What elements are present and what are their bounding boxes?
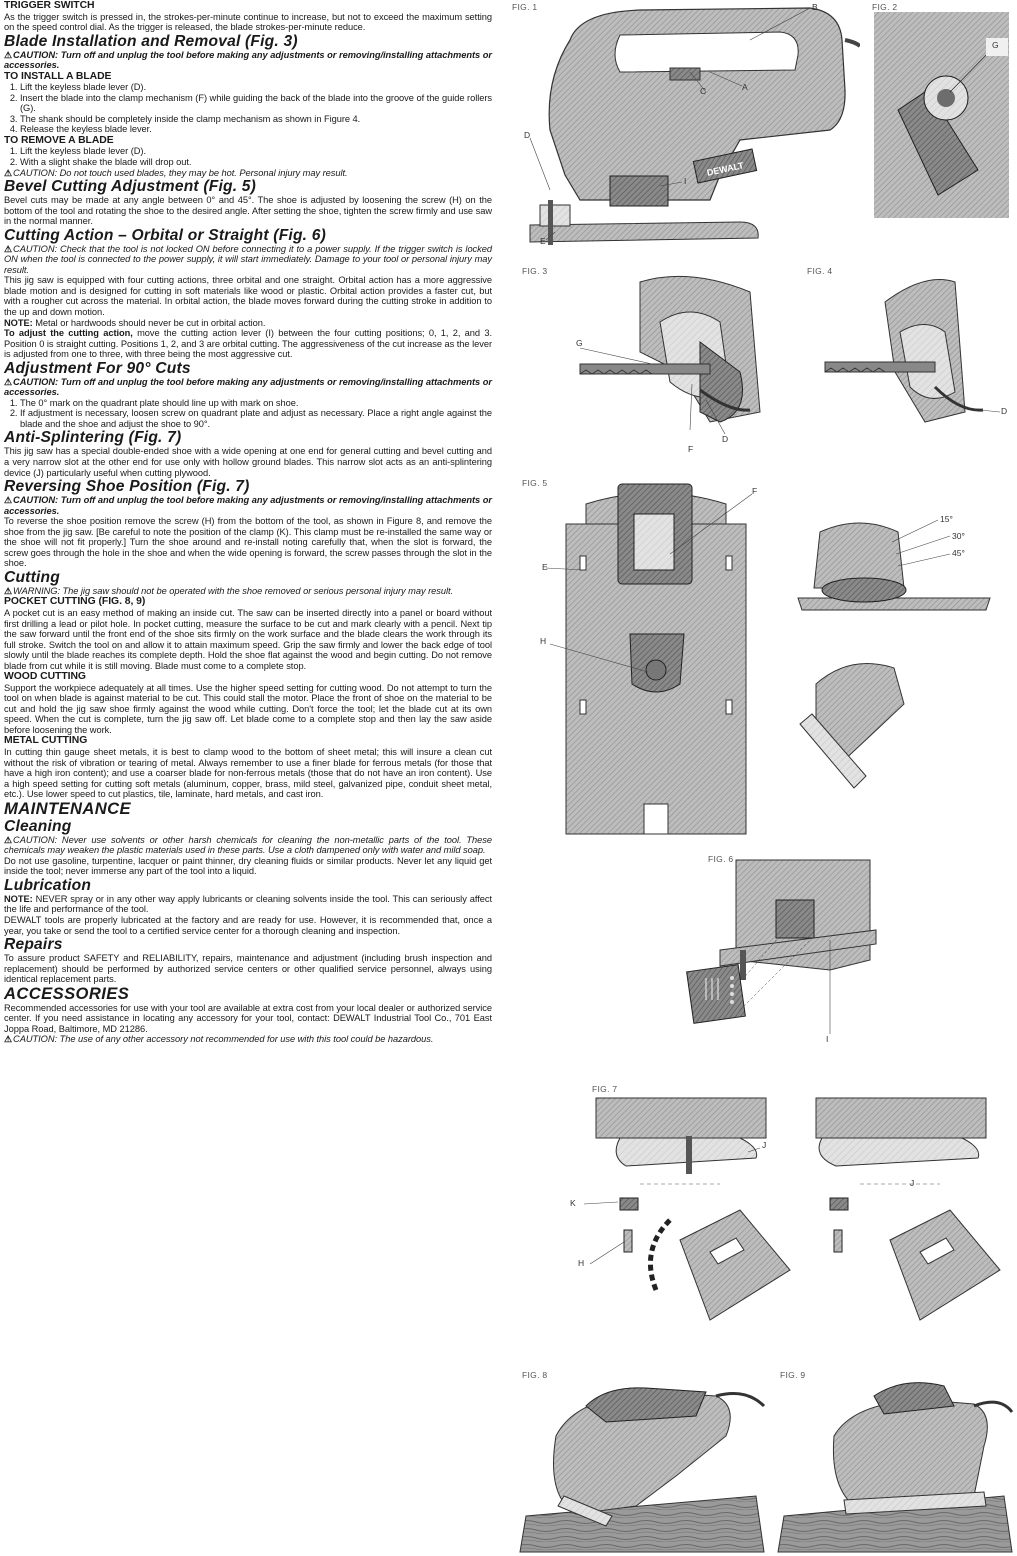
pocket-cutting-heading: POCKET CUTTING (FIG. 8, 9) — [4, 596, 146, 608]
guide-roller-illustration — [868, 0, 1013, 220]
callout: D — [524, 130, 531, 140]
lubrication-body: DEWALT tools are properly lubricated at the factory and are ready for use. However, it is recommended that, once a year, you take or send the tool to a certified service center for a thorough cleaning and inspection. — [4, 915, 492, 936]
figure-9 — [774, 1366, 1014, 1556]
callout: H — [540, 636, 547, 646]
figure-label: FIG. 7 — [592, 1084, 618, 1094]
warning-triangle-icon: ⚠ — [4, 243, 13, 254]
accessories-heading: ACCESSORIES — [4, 983, 130, 1003]
callout: B — [812, 2, 818, 12]
pocket-cutting-body: A pocket cut is an easy method of making an inside cut. The saw can be inserted directly into a panel or board without first drilling a lead or pilot hole. In pocket cutting, measure the surface to be cut and mark clearly with a pencil. Next tip the saw forward until the front end of the shoe sits firmly on the work surface and the blade clears the work through its full stroke. Switch the tool on and allow it to attain maximum speed. Grip the saw firmly and lower the back edge of tool slowly until the blade reaches its complete depth. Hold the shoe flat against the wood and begin cutting. Do not remove blade from cut while it is still moving. Blade must come to a complete stop. — [4, 607, 492, 671]
adjust-90-steps — [4, 398, 492, 430]
cutting-action-lever-illustration — [680, 850, 880, 1050]
callout: G — [992, 40, 999, 50]
remove-blade-steps — [4, 146, 492, 167]
blade-installation-illustration — [520, 262, 780, 462]
warning-triangle-icon: ⚠ — [4, 834, 13, 845]
callout: G — [576, 338, 583, 348]
callout: H — [578, 1258, 585, 1268]
figure-2 — [868, 0, 1013, 220]
figure-8 — [516, 1366, 766, 1556]
figure-4 — [805, 262, 1015, 462]
metal-cutting-heading: METAL CUTTING — [4, 735, 88, 747]
figure-label: FIG. 4 — [807, 266, 833, 276]
trigger-switch-heading: TRIGGER SWITCH — [4, 0, 95, 11]
pocket-cutting-plunge-illustration — [774, 1366, 1014, 1556]
remove-blade-caution: ⚠CAUTION: Do not touch used blades, they may be hot. Personal injury may result. — [4, 167, 348, 178]
install-blade-steps — [4, 82, 492, 135]
anti-splintering-heading: Anti-Splintering (Fig. 7) — [4, 429, 182, 447]
list-item: 1. Lift the keyless blade lever (D). — [20, 146, 492, 157]
maintenance-heading: MAINTENANCE — [4, 798, 132, 818]
warning-triangle-icon: ⚠ — [4, 167, 13, 178]
callout: F — [752, 486, 758, 496]
callout: D — [1001, 406, 1008, 416]
list-item: 2. Insert the blade into the clamp mechanism (F) while guiding the back of the blade into the groove of the guide rollers (G). — [20, 93, 492, 114]
figure-label: FIG. 8 — [522, 1370, 548, 1380]
figure-7 — [560, 1080, 1015, 1360]
cutting-action-body: This jig saw is equipped with four cutting actions, three orbital and one straight. Orbital action has a more aggressive blade motion and is designed for cutting in soft materials like wood or plastic. Orbital action provides a faster cut, but with a rougher cut across the material. In orbital action, the blade moves forward during the cutting stroke in addition to the up and down motion. — [4, 275, 492, 317]
cutting-action-caution: ⚠CAUTION: Check that the tool is not locked ON before connecting it to a power supply. If the trigger switch is locked ON when the tool is connected to the power supply, it will start immediately. Damage to your tool or personal injury may result. — [4, 243, 492, 275]
reversing-shoe-heading: Reversing Shoe Position (Fig. 7) — [4, 478, 250, 496]
bevel-shoe-illustration — [520, 474, 1015, 844]
cutting-action-heading: Cutting Action – Orbital or Straight (Fig. 6) — [4, 226, 327, 244]
figure-label: FIG. 5 — [522, 478, 548, 488]
blade-clamp-illustration — [805, 262, 1015, 462]
figure-6 — [680, 850, 880, 1050]
lubrication-note: NOTE: NEVER spray or in any other way apply lubricants or cleaning solvents inside the tool. This can seriously affect the life and performance of the tool. — [4, 893, 492, 915]
accessories-caution: ⚠CAUTION: The use of any other accessory not recommended for use with this tool could be hazardous. — [4, 1034, 434, 1045]
angle-label: 15° — [940, 514, 953, 524]
bevel-body: Bevel cuts may be made at any angle between 0° and 45°. The shoe is adjusted by loosening the screw (H) on the bottom of the tool and rotating the shoe to the desired angle. After setting the shoe, tighten the screw firmly and use saw in the normal manner. — [4, 195, 492, 227]
reversing-shoe-illustration — [560, 1080, 1015, 1360]
adjust-90-caution: ⚠CAUTION: Turn off and unplug the tool before making any adjustments or removing/installing attachments or accessories. — [4, 376, 492, 398]
figure-label: FIG. 6 — [708, 854, 734, 864]
pocket-cutting-start-illustration — [516, 1366, 766, 1556]
figure-label: FIG. 1 — [512, 2, 538, 12]
list-item: 3. The shank should be completely inside the clamp mechanism as shown in Figure 4. — [20, 114, 492, 125]
adjust-90-heading: Adjustment For 90° Cuts — [4, 359, 191, 377]
list-item: 2. With a slight shake the blade will drop out. — [20, 157, 492, 168]
brand-logo: DEWALT — [705, 160, 745, 178]
figure-label: FIG. 2 — [872, 2, 898, 12]
text-column — [4, 0, 492, 1045]
install-blade-heading: TO INSTALL A BLADE — [4, 70, 112, 82]
warning-triangle-icon: ⚠ — [4, 1034, 13, 1045]
bevel-heading: Bevel Cutting Adjustment (Fig. 5) — [4, 178, 257, 196]
list-item: 2. If adjustment is necessary, loosen screw on quadrant plate and adjust as necessary. Place a right angle against the blade and the shoe and adjust the shoe to 90°. — [20, 408, 492, 429]
list-item: 4. Release the keyless blade lever. — [20, 124, 492, 135]
cutting-action-adjust: To adjust the cutting action, move the cutting action lever (I) between the four cutting positions; 0, 1, 2, and 3. Position 0 is straight cutting. Positions 1, 2, and 3 are orbital cutting. The aggressiveness of the cut increase as the lever is adjusted from one to three, with three being the most aggressive cut. — [4, 328, 492, 360]
figure-1 — [510, 0, 860, 258]
callout: E — [540, 236, 546, 246]
wood-cutting-heading: WOOD CUTTING — [4, 671, 86, 683]
callout: J — [910, 1178, 915, 1188]
warning-triangle-icon: ⚠ — [4, 376, 13, 387]
callout: I — [684, 176, 687, 186]
callout: K — [570, 1198, 576, 1208]
figure-5 — [520, 474, 1015, 844]
angle-label: 45° — [952, 548, 965, 558]
callout: J — [762, 1140, 767, 1150]
cleaning-heading: Cleaning — [4, 817, 72, 835]
blade-caution: ⚠CAUTION: Turn off and unplug the tool before making any adjustments or removing/installing attachments or accessories. — [4, 49, 492, 71]
callout: D — [722, 434, 729, 444]
trigger-switch-body: As the trigger switch is pressed in, the strokes-per-minute continue to increase, but not to exceed the maximum setting on the speed control dial. As the trigger is released, the blade strokes-per-minute reduce. — [4, 11, 492, 33]
angle-label: 30° — [952, 531, 965, 541]
repairs-heading: Repairs — [4, 936, 63, 954]
accessories-body: Recommended accessories for use with your tool are available at extra cost from your local dealer or authorized service center. If you need assistance in locating any accessory for your tool, contact: DEWALT Industrial Tool Co., 701 East Joppa Road, Baltimore, MD 21286. — [4, 1002, 492, 1034]
figure-label: FIG. 9 — [780, 1370, 806, 1380]
callout: F — [688, 444, 694, 454]
cleaning-body: Do not use gasoline, turpentine, lacquer or paint thinner, dry cleaning fluids or similar products. Never let any liquid get inside the tool; never immerse any part of the tool into a liquid. — [4, 855, 492, 877]
lubrication-heading: Lubrication — [4, 876, 92, 894]
remove-blade-heading: TO REMOVE A BLADE — [4, 134, 114, 146]
list-item: 1. The 0° mark on the quadrant plate should line up with mark on shoe. — [20, 398, 492, 409]
callout: C — [700, 86, 707, 96]
cleaning-caution: ⚠CAUTION: Never use solvents or other harsh chemicals for cleaning the non-metallic parts of the tool. These chemicals may weaken the plastic materials used in these parts. Use a cloth dampened only with water and mild soap. — [4, 834, 492, 856]
blade-installation-heading: Blade Installation and Removal (Fig. 3) — [4, 32, 298, 50]
reversing-shoe-caution: ⚠CAUTION: Turn off and unplug the tool before making any adjustments or removing/installing attachments or accessories. — [4, 495, 492, 516]
callout: A — [742, 82, 748, 92]
warning-triangle-icon: ⚠ — [4, 585, 13, 596]
callout: I — [826, 1034, 829, 1044]
cutting-heading: Cutting — [4, 568, 60, 586]
callout: E — [542, 562, 548, 572]
cutting-action-note: NOTE: Metal or hardwoods should never be cut in orbital action. — [4, 317, 266, 328]
figure-label: FIG. 3 — [522, 266, 548, 276]
list-item: 1. Lift the keyless blade lever (D). — [20, 82, 492, 93]
metal-cutting-body: In cutting thin gauge sheet metals, it is best to clamp wood to the bottom of sheet metal; this will insure a clean cut without the risk of vibration or tearing of metal. Always remember to use a finer blade for ferrous metals (for those that have a high iron content); and use a coarser blade for non-ferrous metals (those that do not have an iron content). Use a high speed setting for cutting soft metals (aluminum, copper, brass, mild steel, galvanized pipe, conduit sheet metal, etc.). Use lower speed to cut plastics, tile, laminate, hard metals, and cast iron. — [4, 746, 492, 800]
reversing-shoe-body: To reverse the shoe position remove the screw (H) from the bottom of the tool, as shown in Figure 8, and remove the shoe from the jig saw. [Be careful to note the position of the clamp (K). This clamp must be re-installed the same way or the shoe will not fit properly.] Turn the shoe around and re-install noting carefully that, when the slot is forward, the screw goes through the hole in the shoe and when the wide opening is forward, the screw passes through the slot in the shoe. — [4, 516, 492, 569]
anti-splintering-body: This jig saw has a special double-ended shoe with a wide opening at one end for general cutting and bevel cutting and a very narrow slot at the other end for use only with hollow ground blades. This narrow slot acts as an anti-splintering device (J) particularly useful when cutting plywood. — [4, 446, 492, 478]
jigsaw-side-illustration — [510, 0, 860, 258]
warning-triangle-icon: ⚠ — [4, 49, 13, 60]
warning-triangle-icon: ⚠ — [4, 495, 13, 506]
cutting-warning: ⚠WARNING: The jig saw should not be operated with the shoe removed or serious personal injury may result. — [4, 585, 454, 596]
figure-3 — [520, 262, 780, 462]
repairs-body: To assure product SAFETY and RELIABILITY, repairs, maintenance and adjustment (including brush inspection and replacement) should be performed by authorized service centers or other qualified service personnel, always using identical replacement parts. — [4, 953, 492, 985]
wood-cutting-body: Support the workpiece adequately at all times. Use the higher speed setting for cutting wood. Do not attempt to turn the tool on when blade is against material to be cut. This could stall the motor. Place the front of shoe on the material to be cut and hold the jig saw shoe firmly against the wood while cutting. Don't force the tool; let the blade cut at its own speed. When the cut is complete, turn the jig saw off. Let blade come to a complete stop and then lay the saw aside before loosening the work. — [4, 682, 492, 735]
